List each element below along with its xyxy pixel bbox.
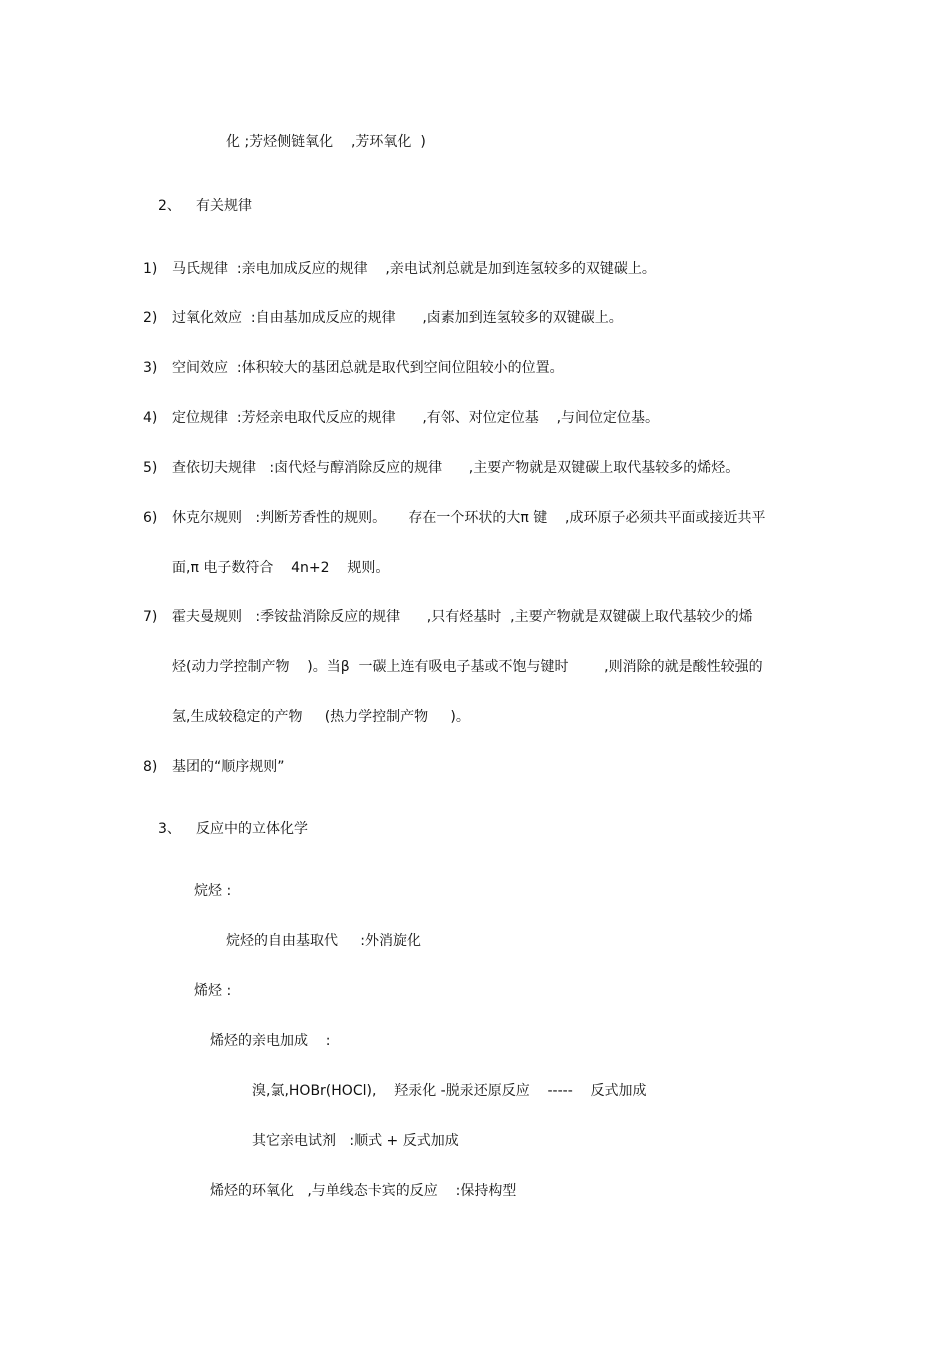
- item-number-8: 8): [143, 759, 158, 775]
- item-orientation-rule: 定位规律 :芳烃亲电取代反应的规律 ,有邻、对位定位基 ,与间位定位基。: [172, 410, 660, 426]
- item-steric-effect: 空间效应 :体积较大的基团总就是取代到空间位阻较小的位置。: [172, 360, 564, 376]
- section-number-2: 2、: [158, 198, 181, 214]
- item-number-7: 7): [143, 609, 158, 625]
- item-hofmann-rule-continued-2: 氢,生成较稳定的产物 (热力学控制产物 )。: [172, 709, 470, 725]
- item-number-6: 6): [143, 510, 158, 526]
- item-number-5: 5): [143, 460, 158, 476]
- alkene-electrophilic-addition: 烯烃的亲电加成 :: [210, 1033, 331, 1049]
- item-number-1: 1): [143, 261, 158, 277]
- anti-addition-reagents: 溴,氯,HOBr(HOCl), 羟汞化 -脱汞还原反应 ----- 反式加成: [252, 1083, 647, 1099]
- item-sequence-rule: 基团的“顺序规则”: [172, 759, 285, 775]
- item-number-2: 2): [143, 310, 158, 326]
- item-peroxide-effect: 过氧化效应 :自由基加成反应的规律 ,卤素加到连氢较多的双键碳上。: [172, 310, 623, 326]
- alkane-radical-substitution: 烷烃的自由基取代 :外消旋化: [226, 933, 421, 949]
- item-number-4: 4): [143, 410, 158, 426]
- item-markovnikov-rule: 马氏规律 :亲电加成反应的规律 ,亲电试剂总就是加到连氢较多的双键碳上。: [172, 261, 656, 277]
- other-electrophiles: 其它亲电试剂 :顺式 + 反式加成: [252, 1133, 459, 1149]
- section-number-3: 3、: [158, 821, 181, 837]
- section-title-rules: 有关规律: [196, 198, 252, 214]
- alkene-epoxidation: 烯烃的环氧化 ,与单线态卡宾的反应 :保持构型: [210, 1183, 517, 1199]
- item-number-3: 3): [143, 360, 158, 376]
- item-huckel-rule: 休克尔规则 :判断芳香性的规则。 存在一个环状的大π 键 ,成环原子必须共平面或接近共平: [172, 510, 766, 526]
- item-zaitsev-rule: 查依切夫规律 :卤代烃与醇消除反应的规律 ,主要产物就是双键碳上取代基较多的烯烃。: [172, 460, 740, 476]
- item-hofmann-rule: 霍夫曼规则 :季铵盐消除反应的规律 ,只有烃基时 ,主要产物就是双键碳上取代基较少的烯: [172, 609, 753, 625]
- subheading-alkanes: 烷烃 :: [194, 883, 232, 899]
- text-line-continuation-oxidation: 化 ;芳烃侧链氧化 ,芳环氧化 ): [226, 134, 426, 150]
- item-huckel-rule-continued: 面,π 电子数符合 4n+2 规则。: [172, 560, 390, 576]
- item-hofmann-rule-continued-1: 烃(动力学控制产物 )。当β 一碳上连有吸电子基或不饱与键时 ,则消除的就是酸性较强的: [172, 659, 763, 675]
- subheading-alkenes: 烯烃 :: [194, 983, 232, 999]
- section-title-stereochemistry: 反应中的立体化学: [196, 821, 308, 837]
